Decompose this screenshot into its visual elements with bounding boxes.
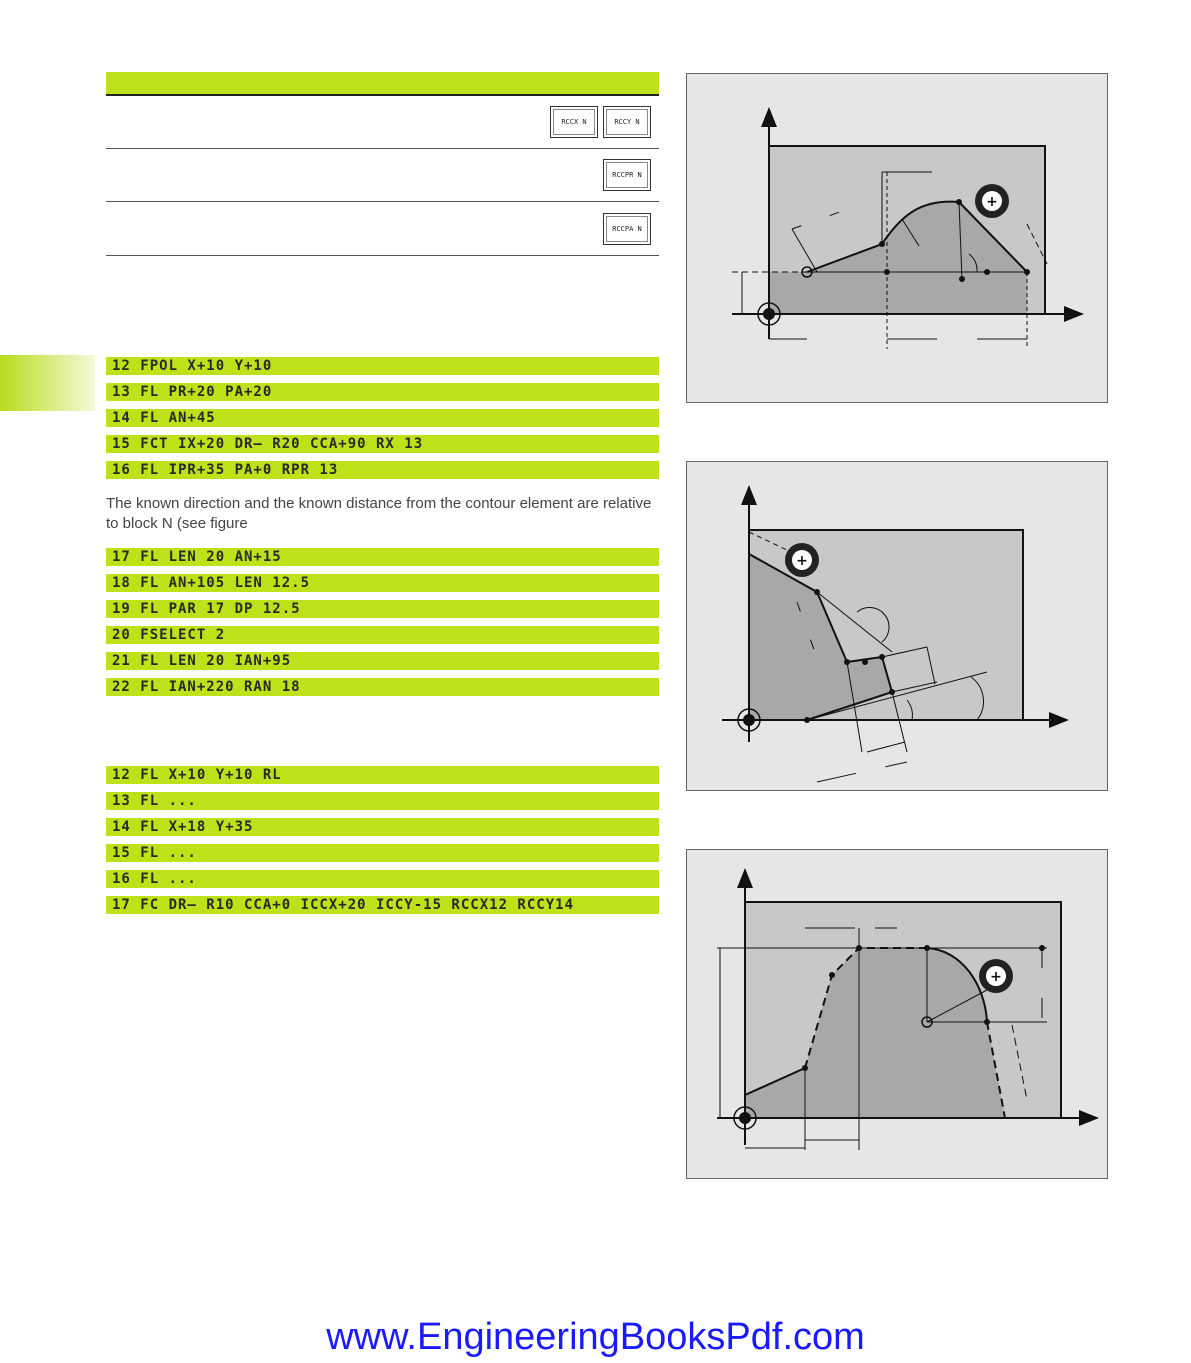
table-header-bar (106, 72, 659, 96)
svg-text:+: + (990, 969, 1002, 985)
rccpr-softkey[interactable]: RCCPR N (603, 159, 651, 191)
figure-relative-contour (686, 461, 1108, 791)
footer-link[interactable]: www.EngineeringBooksPdf.com (326, 1316, 865, 1358)
code-line: 22 FL IAN+220 RAN 18 (106, 678, 659, 696)
svg-text:+: + (796, 553, 808, 569)
softkey-row-rccx-rccy (106, 96, 659, 149)
softkey-row-rccpa (106, 203, 659, 256)
milling-cutter-icon (975, 184, 1009, 218)
softkey-row-rccpr (106, 149, 659, 202)
rccy-softkey[interactable]: RCCY N (603, 106, 651, 138)
rccx-softkey[interactable]: RCCX N (550, 106, 598, 138)
milling-cutter-icon (785, 543, 819, 577)
milling-cutter-icon (979, 959, 1013, 993)
body-paragraph: The known direction and the known distance from the contour element are relative to block N (see figure (106, 495, 652, 532)
code-line: 16 FL IPR+35 PA+0 RPR 13 (106, 461, 659, 479)
code-line: 15 FL ... (106, 844, 659, 862)
code-line: 21 FL LEN 20 IAN+95 (106, 652, 659, 670)
code-line: 14 FL X+18 Y+35 (106, 818, 659, 836)
code-line: 15 FCT IX+20 DR– R20 CCA+90 RX 13 (106, 435, 659, 453)
code-line: 13 FL ... (106, 792, 659, 810)
code-line: 20 FSELECT 2 (106, 626, 659, 644)
code-line: 13 FL PR+20 PA+20 (106, 383, 659, 401)
svg-text:+: + (986, 194, 998, 210)
rccpa-softkey[interactable]: RCCPA N (603, 213, 651, 245)
chapter-tab (0, 355, 95, 411)
code-line: 12 FPOL X+10 Y+10 (106, 357, 659, 375)
code-line: 17 FL LEN 20 AN+15 (106, 548, 659, 566)
figure-polar-contour (686, 73, 1108, 403)
code-line: 14 FL AN+45 (106, 409, 659, 427)
code-line: 19 FL PAR 17 DP 12.5 (106, 600, 659, 618)
code-line: 12 FL X+10 Y+10 RL (106, 766, 659, 784)
code-line: 16 FL ... (106, 870, 659, 888)
figure-circle-center-contour (686, 849, 1108, 1179)
code-line: 17 FC DR– R10 CCA+0 ICCX+20 ICCY-15 RCCX12 RCCY14 (106, 896, 659, 914)
code-line: 18 FL AN+105 LEN 12.5 (106, 574, 659, 592)
